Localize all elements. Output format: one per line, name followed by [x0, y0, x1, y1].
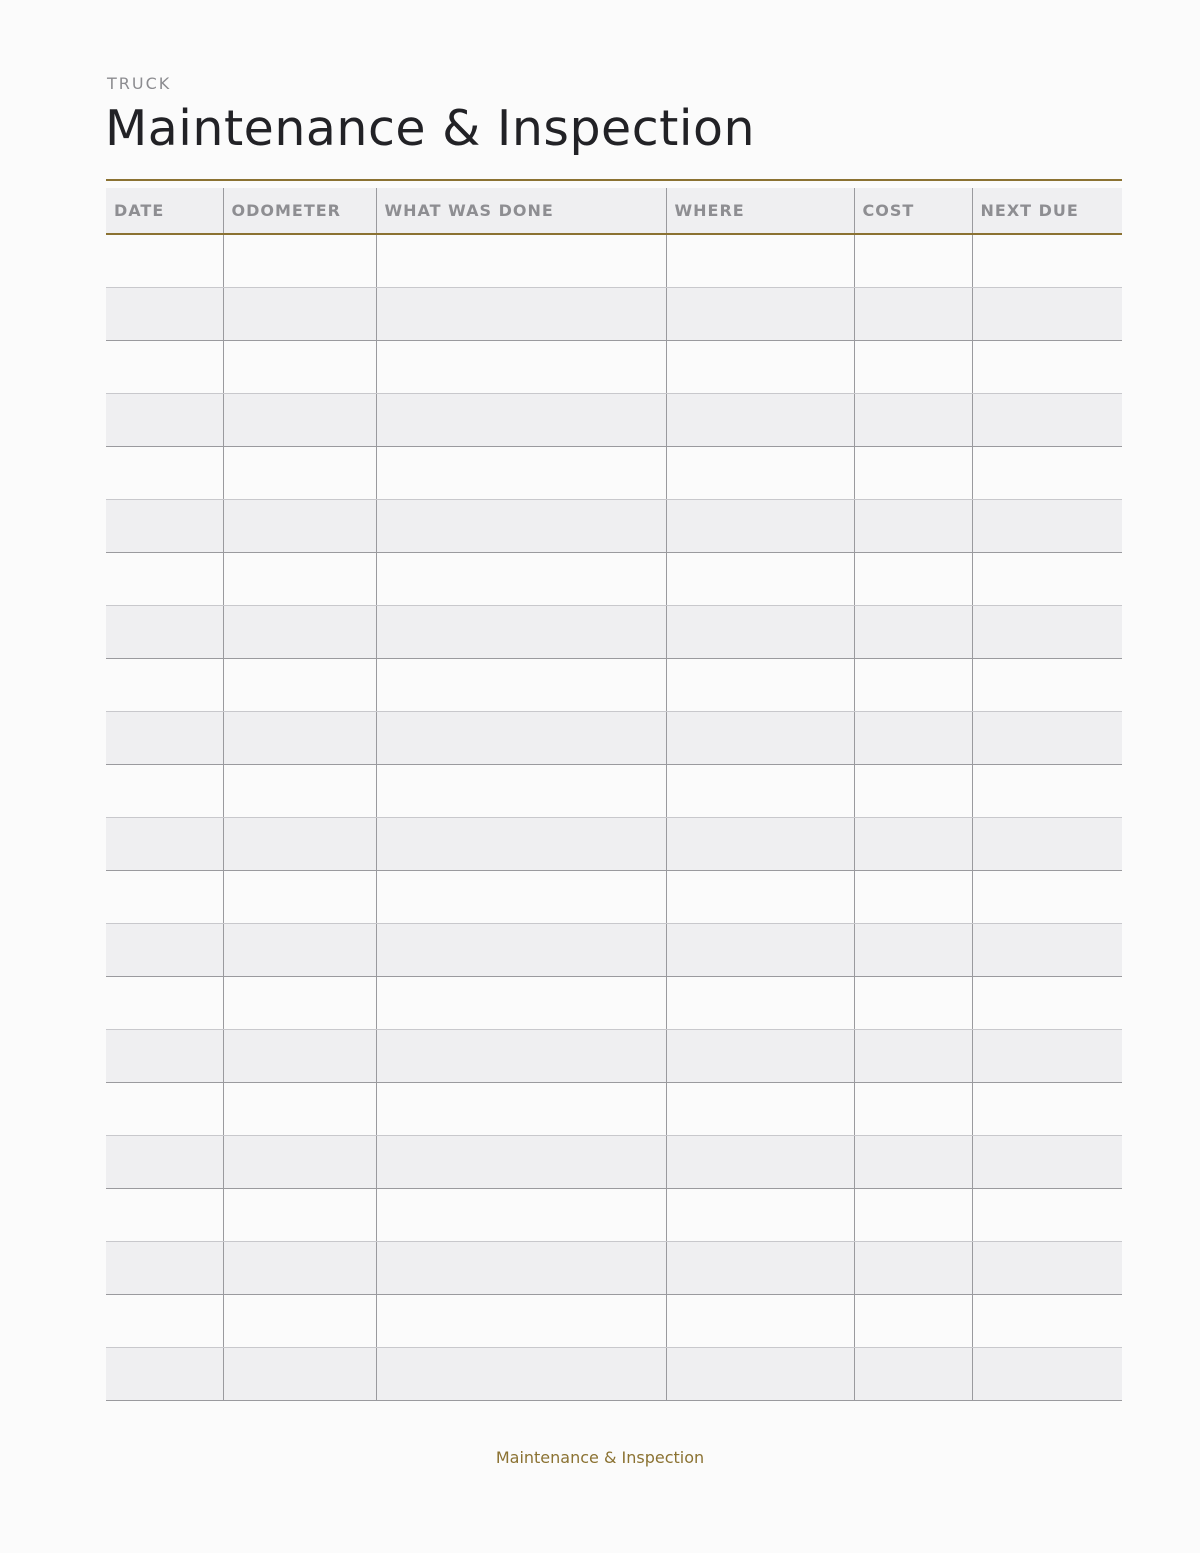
table-row — [106, 1242, 1122, 1295]
cell-what-was-done[interactable] — [376, 1348, 666, 1401]
cell-date[interactable] — [106, 447, 223, 500]
cell-what-was-done[interactable] — [376, 288, 666, 341]
table-row — [106, 818, 1122, 871]
cell-date[interactable] — [106, 234, 223, 288]
cell-what-was-done[interactable] — [376, 394, 666, 447]
cell-where[interactable] — [666, 659, 854, 712]
cell-cost[interactable] — [854, 1030, 972, 1083]
cell-cost[interactable] — [854, 341, 972, 394]
table-row — [106, 765, 1122, 818]
cell-where[interactable] — [666, 288, 854, 341]
cell-next-due[interactable] — [972, 1242, 1122, 1295]
cell-odometer[interactable] — [223, 553, 376, 606]
table-row — [106, 288, 1122, 341]
table-row — [106, 341, 1122, 394]
cell-what-was-done[interactable] — [376, 977, 666, 1030]
cell-where[interactable] — [666, 500, 854, 553]
page-footer: Maintenance & Inspection — [495, 1448, 705, 1467]
table-row — [106, 606, 1122, 659]
cell-where[interactable] — [666, 1242, 854, 1295]
cell-what-was-done[interactable] — [376, 1083, 666, 1136]
cell-next-due[interactable] — [972, 288, 1122, 341]
cell-cost[interactable] — [854, 447, 972, 500]
cell-where[interactable] — [666, 1083, 854, 1136]
cell-what-was-done[interactable] — [376, 712, 666, 765]
cell-next-due[interactable] — [972, 1189, 1122, 1242]
column-header-where: WHERE — [666, 188, 854, 234]
cell-date[interactable] — [106, 765, 223, 818]
table-row — [106, 924, 1122, 977]
cell-odometer[interactable] — [223, 1083, 376, 1136]
cell-cost[interactable] — [854, 871, 972, 924]
table-header-row — [106, 188, 1122, 234]
cell-date[interactable] — [106, 1242, 223, 1295]
cell-cost[interactable] — [854, 606, 972, 659]
cell-where[interactable] — [666, 606, 854, 659]
table-row — [106, 659, 1122, 712]
cell-date[interactable] — [106, 1083, 223, 1136]
cell-date[interactable] — [106, 553, 223, 606]
cell-odometer[interactable] — [223, 871, 376, 924]
cell-odometer[interactable] — [223, 712, 376, 765]
cell-where[interactable] — [666, 234, 854, 288]
cell-next-due[interactable] — [972, 341, 1122, 394]
cell-date[interactable] — [106, 977, 223, 1030]
cell-next-due[interactable] — [972, 871, 1122, 924]
cell-date[interactable] — [106, 1136, 223, 1189]
cell-cost[interactable] — [854, 659, 972, 712]
page-title: Maintenance & Inspection — [105, 100, 756, 157]
table-row — [106, 977, 1122, 1030]
cell-next-due[interactable] — [972, 818, 1122, 871]
cell-where[interactable] — [666, 341, 854, 394]
cell-next-due[interactable] — [972, 1030, 1122, 1083]
table-row — [106, 1136, 1122, 1189]
table-row — [106, 234, 1122, 288]
cell-odometer[interactable] — [223, 341, 376, 394]
cell-cost[interactable] — [854, 1348, 972, 1401]
table-row — [106, 1030, 1122, 1083]
cell-what-was-done[interactable] — [376, 659, 666, 712]
cell-odometer[interactable] — [223, 234, 376, 288]
cell-odometer[interactable] — [223, 447, 376, 500]
column-header-next-due: NEXT DUE — [972, 188, 1122, 234]
table-body — [106, 234, 1122, 1401]
column-header-what-was-done: WHAT WAS DONE — [376, 188, 666, 234]
cell-next-due[interactable] — [972, 765, 1122, 818]
cell-what-was-done[interactable] — [376, 924, 666, 977]
cell-odometer[interactable] — [223, 1242, 376, 1295]
cell-odometer[interactable] — [223, 394, 376, 447]
cell-odometer[interactable] — [223, 1295, 376, 1348]
cell-next-due[interactable] — [972, 553, 1122, 606]
cell-where[interactable] — [666, 1136, 854, 1189]
cell-where[interactable] — [666, 1348, 854, 1401]
cell-what-was-done[interactable] — [376, 447, 666, 500]
cell-cost[interactable] — [854, 712, 972, 765]
cell-odometer[interactable] — [223, 818, 376, 871]
cell-next-due[interactable] — [972, 1136, 1122, 1189]
cell-next-due[interactable] — [972, 977, 1122, 1030]
cell-what-was-done[interactable] — [376, 1030, 666, 1083]
cell-odometer[interactable] — [223, 1348, 376, 1401]
cell-where[interactable] — [666, 553, 854, 606]
cell-what-was-done[interactable] — [376, 871, 666, 924]
cell-odometer[interactable] — [223, 1030, 376, 1083]
cell-date[interactable] — [106, 288, 223, 341]
cell-what-was-done[interactable] — [376, 1242, 666, 1295]
cell-date[interactable] — [106, 924, 223, 977]
column-header-cost: COST — [854, 188, 972, 234]
table-row — [106, 447, 1122, 500]
cell-cost[interactable] — [854, 394, 972, 447]
cell-what-was-done[interactable] — [376, 818, 666, 871]
maintenance-log-table — [106, 188, 1122, 1401]
cell-where[interactable] — [666, 1295, 854, 1348]
cell-date[interactable] — [106, 871, 223, 924]
cell-where[interactable] — [666, 765, 854, 818]
cell-where[interactable] — [666, 871, 854, 924]
cell-where[interactable] — [666, 818, 854, 871]
cell-date[interactable] — [106, 818, 223, 871]
cell-cost[interactable] — [854, 553, 972, 606]
cell-what-was-done[interactable] — [376, 234, 666, 288]
cell-next-due[interactable] — [972, 1083, 1122, 1136]
cell-date[interactable] — [106, 341, 223, 394]
cell-where[interactable] — [666, 712, 854, 765]
cell-cost[interactable] — [854, 1189, 972, 1242]
cell-what-was-done[interactable] — [376, 553, 666, 606]
cell-cost[interactable] — [854, 1295, 972, 1348]
cell-cost[interactable] — [854, 1242, 972, 1295]
table-row — [106, 553, 1122, 606]
cell-what-was-done[interactable] — [376, 500, 666, 553]
cell-next-due[interactable] — [972, 394, 1122, 447]
cell-odometer[interactable] — [223, 500, 376, 553]
cell-odometer[interactable] — [223, 659, 376, 712]
cell-next-due[interactable] — [972, 924, 1122, 977]
cell-what-was-done[interactable] — [376, 1295, 666, 1348]
cell-what-was-done[interactable] — [376, 341, 666, 394]
cell-where[interactable] — [666, 447, 854, 500]
table-row — [106, 500, 1122, 553]
cell-what-was-done[interactable] — [376, 606, 666, 659]
cell-next-due[interactable] — [972, 1348, 1122, 1401]
cell-what-was-done[interactable] — [376, 765, 666, 818]
cell-cost[interactable] — [854, 234, 972, 288]
cell-where[interactable] — [666, 394, 854, 447]
cell-odometer[interactable] — [223, 1136, 376, 1189]
table-row — [106, 394, 1122, 447]
table-row — [106, 1295, 1122, 1348]
cell-date[interactable] — [106, 1030, 223, 1083]
cell-cost[interactable] — [854, 1136, 972, 1189]
cell-cost[interactable] — [854, 818, 972, 871]
page-eyebrow: TRUCK — [107, 74, 172, 93]
table-row — [106, 871, 1122, 924]
cell-cost[interactable] — [854, 1083, 972, 1136]
cell-where[interactable] — [666, 1030, 854, 1083]
cell-date[interactable] — [106, 606, 223, 659]
cell-date[interactable] — [106, 1348, 223, 1401]
cell-cost[interactable] — [854, 765, 972, 818]
cell-what-was-done[interactable] — [376, 1136, 666, 1189]
cell-date[interactable] — [106, 1189, 223, 1242]
cell-cost[interactable] — [854, 977, 972, 1030]
cell-date[interactable] — [106, 659, 223, 712]
cell-next-due[interactable] — [972, 500, 1122, 553]
cell-where[interactable] — [666, 977, 854, 1030]
cell-cost[interactable] — [854, 924, 972, 977]
cell-what-was-done[interactable] — [376, 1189, 666, 1242]
cell-next-due[interactable] — [972, 606, 1122, 659]
cell-next-due[interactable] — [972, 659, 1122, 712]
table-row — [106, 1083, 1122, 1136]
cell-where[interactable] — [666, 1189, 854, 1242]
cell-odometer[interactable] — [223, 288, 376, 341]
cell-date[interactable] — [106, 500, 223, 553]
cell-odometer[interactable] — [223, 1189, 376, 1242]
table-row — [106, 712, 1122, 765]
cell-where[interactable] — [666, 924, 854, 977]
table-row — [106, 1189, 1122, 1242]
cell-cost[interactable] — [854, 288, 972, 341]
title-divider — [106, 179, 1122, 181]
cell-next-due[interactable] — [972, 712, 1122, 765]
cell-odometer[interactable] — [223, 924, 376, 977]
cell-odometer[interactable] — [223, 606, 376, 659]
cell-next-due[interactable] — [972, 447, 1122, 500]
cell-next-due[interactable] — [972, 1295, 1122, 1348]
cell-odometer[interactable] — [223, 765, 376, 818]
cell-odometer[interactable] — [223, 977, 376, 1030]
cell-date[interactable] — [106, 712, 223, 765]
cell-next-due[interactable] — [972, 234, 1122, 288]
column-header-odometer: ODOMETER — [223, 188, 376, 234]
cell-cost[interactable] — [854, 500, 972, 553]
column-header-date: DATE — [106, 188, 223, 234]
cell-date[interactable] — [106, 394, 223, 447]
table-row — [106, 1348, 1122, 1401]
cell-date[interactable] — [106, 1295, 223, 1348]
